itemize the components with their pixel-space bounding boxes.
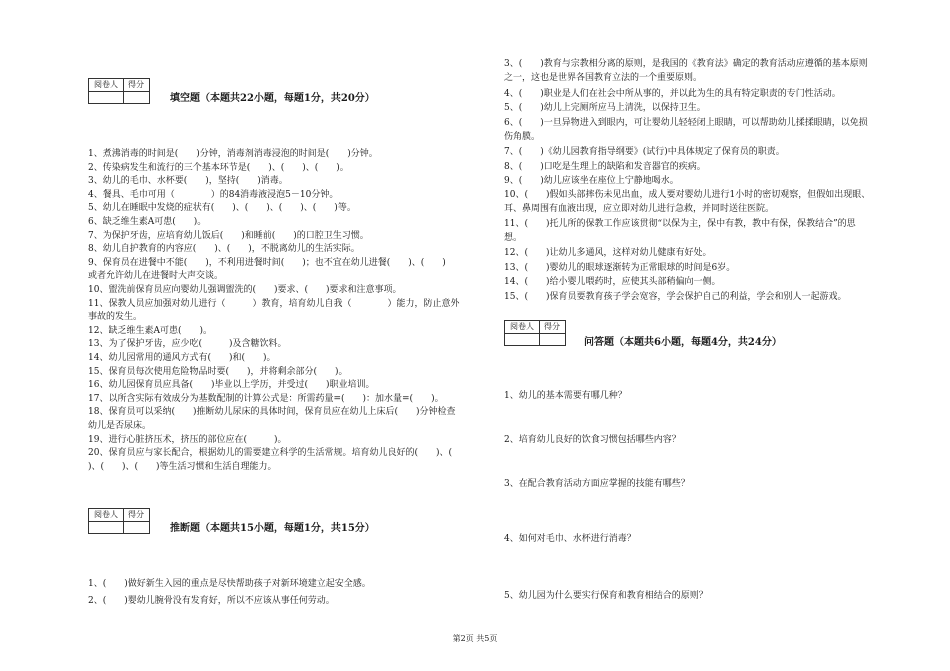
score-box-judge [88,508,150,534]
question-line: 1、( )做好新生入园的重点是尽快帮助孩子对新环境建立起安全感。 [88,579,371,589]
question-line: 5、( )幼儿上完厕所应马上清洗，以保持卫生。 [504,103,706,113]
question-line: 13、为了保护牙齿，应少吃( )及含糖饮料。 [88,339,287,350]
question-line: 14、幼儿园常用的通风方式有( )和( )。 [88,353,276,363]
question-line: 11、保教人员应加强对幼儿进行（ ）教育，培育幼儿自我（ ）能力，防止意外 [88,298,460,309]
question-line: 2、培育幼儿良好的饮食习惯包括哪些内容？ [504,435,681,445]
grader-label: 阅卷人 [505,321,540,334]
question-line: 5、幼儿园为什么要实行保育和教育相结合的原则？ [504,591,708,601]
question-line: 事故的发生。 [88,312,143,323]
question-line: 14、( )给小婴儿喂药时，应使其头部稍偏向一侧。 [504,277,721,287]
question-line: 11、( )托儿所的保教工作应该贯彻“以保为主，保中有教，教中有保，保教结合”的思 [504,219,856,229]
question-line: 20、保育员应与家长配合，根据幼儿的需要建立科学的生活常规。培育幼儿良好的( )、( [88,448,470,459]
question-line: 17、以所含实际有效成分为基数配制的计算公式是：所需药量=( )：加水量=( )。 [88,393,444,404]
question-line: 9、( )幼儿应该坐在座位上宁静地喝水。 [504,176,679,186]
question-line: 13、( )婴幼儿的眼球逐渐转为正常眼球的时间是6岁。 [504,263,736,273]
score-box-fill [88,78,150,104]
question-line: 1、幼儿的基本需要有哪几种？ [504,391,627,401]
grader-label: 阅卷人 [89,509,124,522]
question-line: 4、( )职业是人们在社会中所从事的，并以此为生的具有特定职责的专门性活动。 [504,89,841,99]
page-number: 第2页 共5页 [452,634,498,643]
question-line: 2、( )婴幼儿腕骨没有发育好，所以不应该从事任何劳动。 [88,596,335,606]
question-line: 3、幼儿的毛巾、水杯要( )，坚持( )消毒。 [88,176,288,187]
question-line: 8、幼儿自护教育的内容应( )、( )，不脱离幼儿的生活实际。 [88,244,360,255]
question-line: 12、( )让幼儿多通风，这样对幼儿健康有好处。 [504,248,712,258]
question-line: 19、进行心脏挤压术，挤压的部位应在( )。 [88,434,287,445]
question-line: 或者允许幼儿在进餐时大声交谈。 [88,271,224,282]
judge-section-title: 推断题（本题共15小题，每题1分，共15分） [170,523,375,534]
question-line: 15、( )保育员要教育孩子学会宽容，学会保护自己的利益，学会和别人一起游戏。 [504,292,847,302]
question-line: 3、( )教育与宗教相分离的原则，是我国的《教育法》确定的教育活动应遵循的基本原则 [504,59,868,69]
question-line: 耳、鼻周围有血液出现，应立即对幼儿进行急救，并同时送往医院。 [504,204,775,214]
question-line: 3、在配合教育活动方面应掌握的技能有哪些？ [504,479,690,489]
question-line: 18、保育员可以采纳( )推断幼儿尿床的具体时间，保育员应在幼儿上床后( )分钟检查 [88,407,456,418]
question-line: 伤角膜。 [504,132,541,142]
question-line: 6、缺乏维生素A可患( )。 [88,217,207,227]
score-label: 得分 [539,321,565,334]
question-line: 5、幼儿在睡眠中发烧的症状有( )、( )、( )、( )等。 [88,203,356,214]
question-line: 幼儿是否尿床。 [88,421,152,431]
question-line: 之一，这也是世界各国教育立法的一个重要原则。 [504,73,703,83]
question-line: 6、( )一旦异物进入到眼内，可让婴幼儿轻轻闭上眼睛，可以帮助幼儿揉揉眼睛，以免损 [504,118,868,128]
question-line: 16、幼儿园保育员应具备( )毕业以上学历，并受过( )职业培训。 [88,380,375,391]
question-line: 2、传染病发生和流行的三个基本环节是( )、( )、( )。 [88,162,349,173]
score-box-qa [504,320,566,346]
question-line: 4、餐具、毛巾可用（ ）的84消毒液浸泡5－10分钟。 [88,189,339,200]
fill-section-title: 填空题（本题共22小题，每题1分，共20分） [170,93,375,104]
question-line: 1、煮沸消毒的时间是( )分钟，消毒剂消毒浸泡的时间是( )分钟。 [88,149,378,159]
question-line: 10、( )假如头部摔伤未见出血，成人要对婴幼儿进行1小时的密切观察，但假如出现眼、 [504,190,871,200]
grader-label: 阅卷人 [89,79,124,92]
question-line: 10、盥洗前保育员应向婴幼儿强调盥洗的( )要求、( )要求和注意事项。 [88,285,402,295]
question-line: 12、缺乏维生素A可患( )。 [88,325,212,336]
score-label: 得分 [123,79,149,92]
question-line: )、( )、( )等生活习惯和生活自理能力。 [88,461,277,472]
question-line: 7、为保护牙齿，应培育幼儿饭后( )和睡前( )的口腔卫生习惯。 [88,230,369,241]
question-line: 7、( )《幼儿园教育指导纲要》(试行)中具体规定了保育员的职责。 [504,147,785,157]
question-line: 15、保育员每次使用危险物品时要( )，并将剩余部分( )。 [88,366,348,377]
question-line: 9、保育员在进餐中不能( )，不利用进餐时间( )；也不宜在幼儿进餐( )、( ) [88,257,446,268]
qa-section-title: 问答题（本题共6小题，每题4分，共24分） [584,337,782,348]
question-line: 想。 [504,233,523,243]
score-label: 得分 [123,509,149,522]
question-line: 4、如何对毛巾、水杯进行消毒？ [504,534,636,544]
question-line: 8、( )口吃是生理上的缺陷和发音器官的疾病。 [504,162,706,172]
